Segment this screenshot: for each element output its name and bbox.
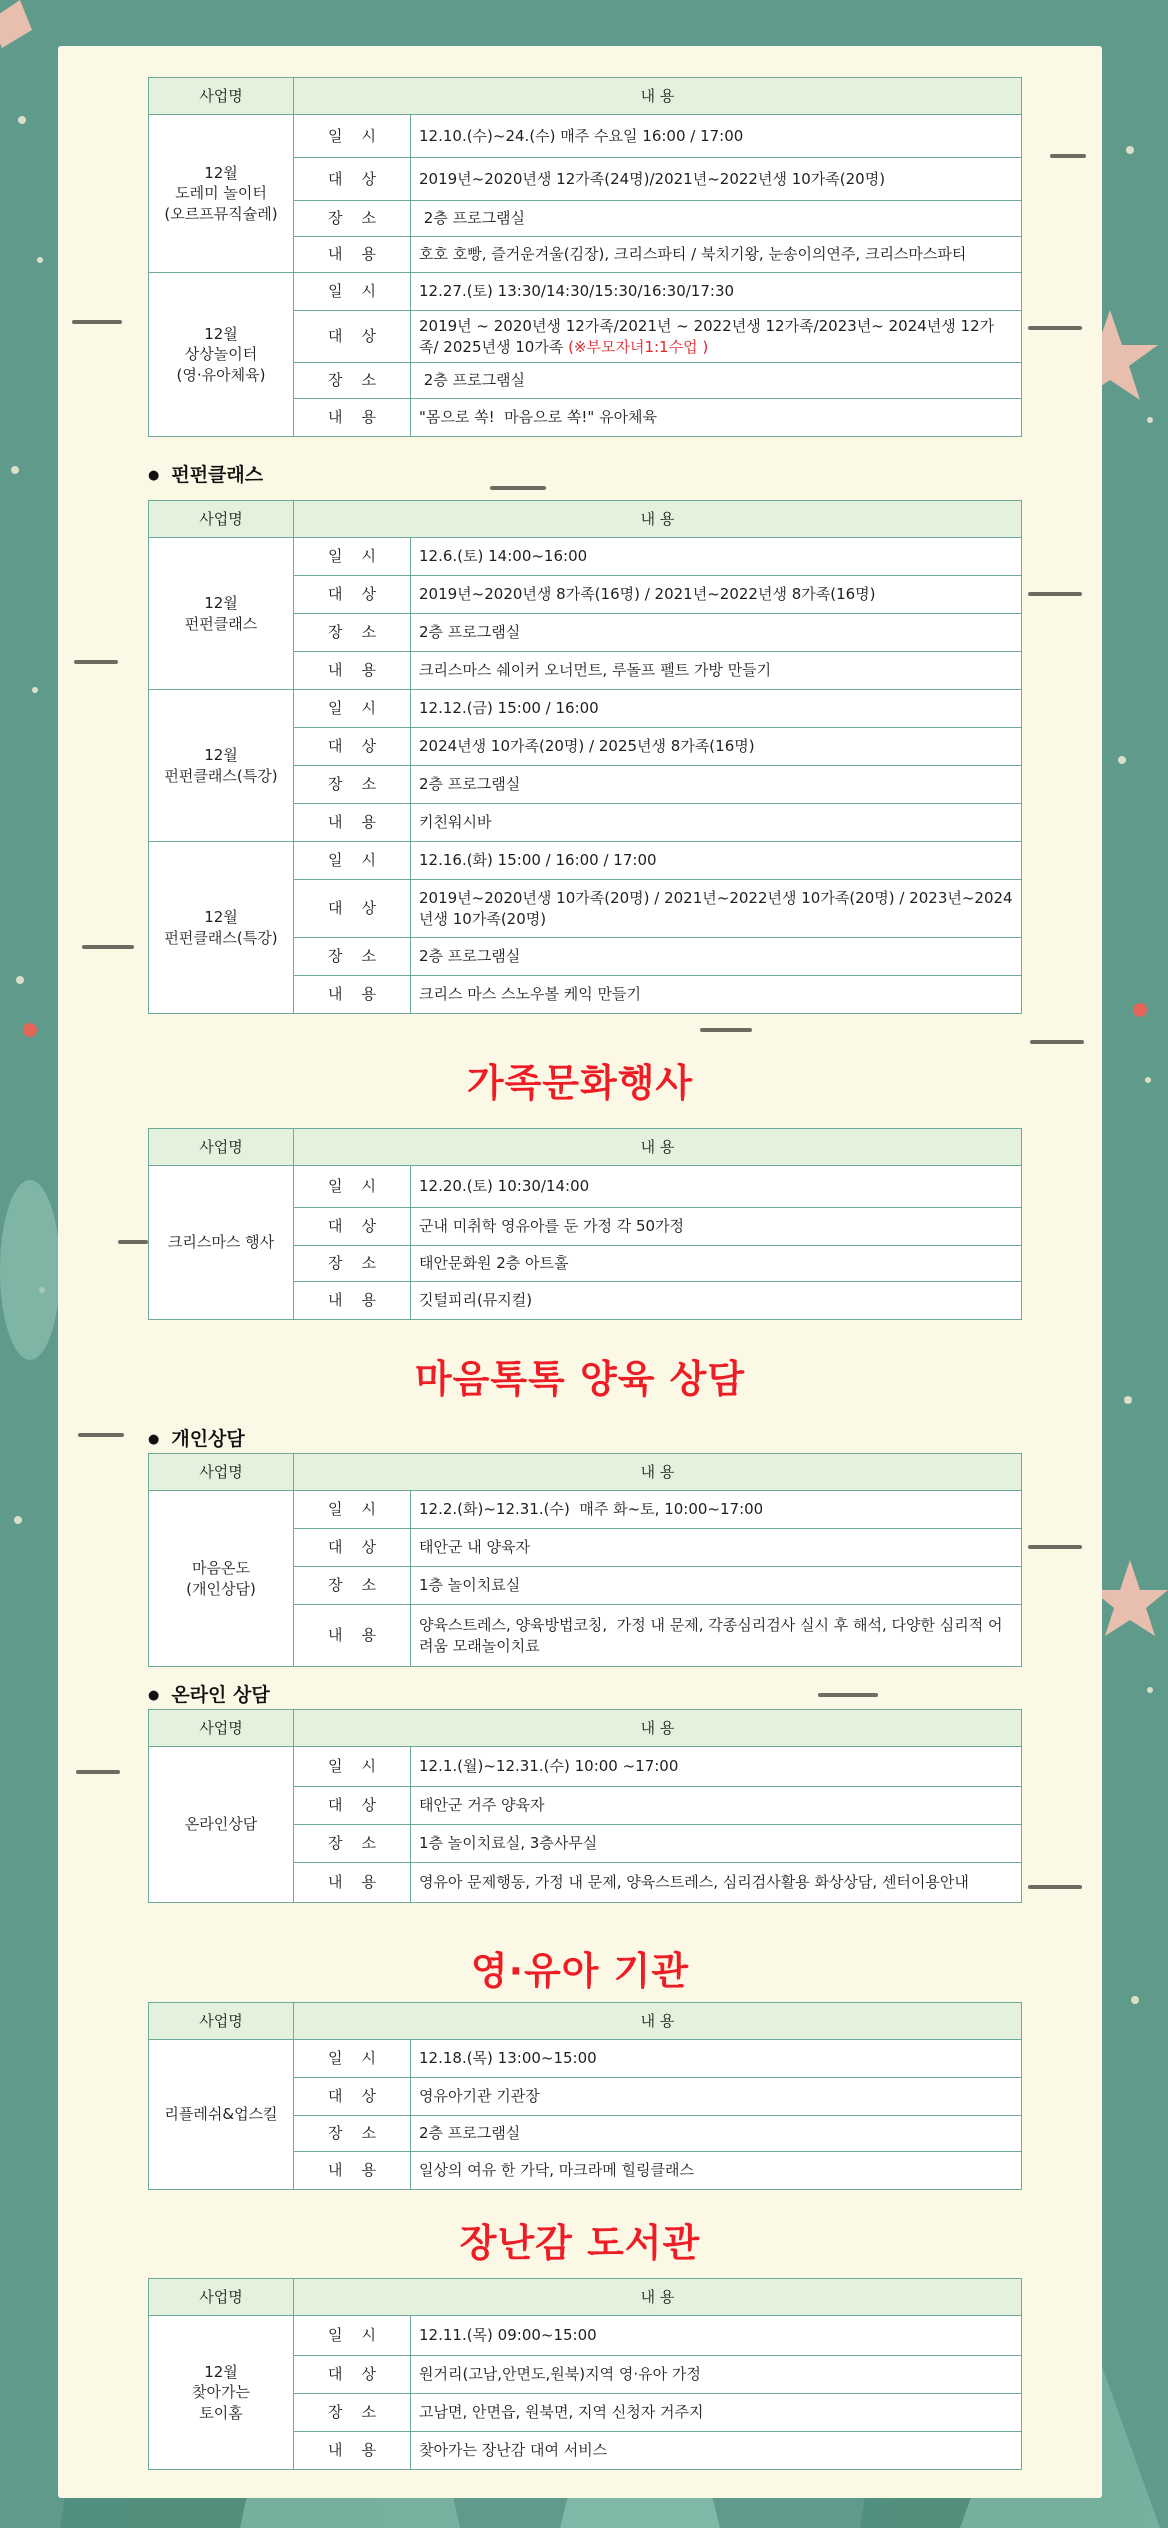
field-value-text: "몸으로 쏙! 마음으로 쏙!" 유아체육 [419, 408, 658, 427]
program-name-cell: 크리스마스 행사 [149, 1166, 294, 1320]
field-value-text: 찾아가는 장난감 대여 서비스 [419, 2441, 608, 2460]
field-label-cell: 일 시 [294, 1491, 411, 1529]
field-value-text: 12.18.(목) 13:00~15:00 [419, 2049, 597, 2068]
field-label-cell: 일 시 [294, 842, 411, 880]
field-value-text: 2층 프로그램실 [419, 775, 521, 794]
field-label-cell: 장 소 [294, 1825, 411, 1863]
header-program: 사업명 [149, 2279, 294, 2316]
field-label-cell: 내 용 [294, 237, 411, 273]
field-value-cell [411, 158, 1022, 201]
program-name-cell: 마음온도 (개인상담) [149, 1491, 294, 1667]
field-value-cell [411, 1246, 1022, 1282]
field-value-text: 12.20.(토) 10:30/14:00 [419, 1177, 590, 1196]
header-content: 내 용 [294, 2003, 1022, 2040]
field-value-text: 키친워시바 [419, 813, 492, 832]
field-value-cell [411, 1863, 1022, 1903]
table-row [149, 1491, 1022, 1529]
header-program: 사업명 [149, 1129, 294, 1166]
field-label-cell: 대 상 [294, 880, 411, 938]
header-program: 사업명 [149, 78, 294, 115]
field-value-cell [411, 652, 1022, 690]
dash-mark [700, 1028, 752, 1032]
field-label-cell: 일 시 [294, 1166, 411, 1208]
field-value-cell [411, 2116, 1022, 2152]
program-name-cell: 12월 상상놀이터 (영·유아체육) [149, 273, 294, 437]
schedule-table [148, 77, 1022, 437]
field-value-cell [411, 2316, 1022, 2356]
field-value-text: 고남면, 안면읍, 원북면, 지역 신청자 거주지 [419, 2403, 704, 2422]
field-value-text: 12.2.(화)~12.31.(수) 매주 화~토, 10:00~17:00 [419, 1500, 764, 1519]
program-name-cell: 12월 펀펀클래스 [149, 538, 294, 690]
field-value-cell [411, 311, 1022, 363]
field-value-cell [411, 804, 1022, 842]
table-row [149, 1166, 1022, 1208]
bullet-online-counsel: ● 온라인 상담 [148, 1680, 270, 1707]
field-label-cell: 내 용 [294, 652, 411, 690]
field-label-cell: 장 소 [294, 201, 411, 237]
field-value-cell [411, 728, 1022, 766]
dash-mark [72, 320, 122, 324]
table-row [149, 273, 1022, 311]
section-title-institution: 영·유아 기관 [470, 1949, 690, 1993]
field-label-cell: 대 상 [294, 158, 411, 201]
field-label-cell: 내 용 [294, 1605, 411, 1667]
field-value-cell [411, 115, 1022, 158]
field-label-cell: 장 소 [294, 1246, 411, 1282]
field-label-cell: 대 상 [294, 1787, 411, 1825]
dash-mark [490, 486, 546, 490]
field-value-text: 원거리(고남,안면도,원북)지역 영·유아 가정 [419, 2365, 701, 2384]
program-name-cell: 12월 펀펀클래스(특강) [149, 690, 294, 842]
field-value-cell [411, 614, 1022, 652]
field-value-text: 크리스 마스 스노우볼 케익 만들기 [419, 985, 641, 1004]
field-value-cell [411, 237, 1022, 273]
field-value-text: 태안군 거주 양육자 [419, 1796, 545, 1815]
table-row [149, 842, 1022, 880]
field-value-text: 2019년~2020년생 8가족(16명) / 2021년~2022년생 8가족(16명) [419, 585, 876, 604]
dash-mark [78, 1433, 124, 1437]
field-label-cell: 대 상 [294, 728, 411, 766]
field-value-cell [411, 880, 1022, 938]
field-value-text: 2024년생 10가족(20명) / 2025년생 8가족(16명) [419, 737, 755, 756]
field-label-cell: 대 상 [294, 1208, 411, 1246]
program-name-cell: 12월 찾아가는 토이홈 [149, 2316, 294, 2470]
field-value-cell [411, 1605, 1022, 1667]
table-row [149, 2040, 1022, 2078]
field-value-cell [411, 576, 1022, 614]
program-name-cell: 12월 도레미 놀이터 (오르프뮤직슐레) [149, 115, 294, 273]
field-value-text: 2층 프로그램실 [419, 947, 521, 966]
field-value-cell [411, 399, 1022, 437]
field-value-text: 양육스트레스, 양육방법코칭, 가정 내 문제, 각종심리검사 실시 후 해석, 다양한 심리적 어려움 모래놀이치료 [419, 1616, 1003, 1655]
field-value-text: 12.1.(월)~12.31.(수) 10:00 ~17:00 [419, 1757, 679, 1776]
field-value-text: 2층 프로그램실 [419, 371, 526, 390]
schedule-table [148, 1453, 1022, 1667]
field-value-cell [411, 1747, 1022, 1787]
schedule-table [148, 1128, 1022, 1320]
field-value-cell [411, 1166, 1022, 1208]
field-value-cell [411, 1208, 1022, 1246]
schedule-table [148, 500, 1022, 1014]
bullet-funfun-class: ● 펀펀클래스 [148, 460, 263, 487]
field-value-text: 2019년~2020년생 10가족(20명) / 2021년~2022년생 10가족(20명) / 2023년~2024년생 10가족(20명) [419, 889, 1013, 928]
field-value-cell [411, 842, 1022, 880]
field-value-cell [411, 363, 1022, 399]
header-program: 사업명 [149, 1454, 294, 1491]
section-title-parenting-counsel: 마음톡톡 양육 상담 [414, 1357, 746, 1401]
dash-mark [118, 1240, 148, 1244]
field-value-text: 12.6.(토) 14:00~16:00 [419, 547, 588, 566]
field-label-cell: 내 용 [294, 976, 411, 1014]
field-label-cell: 일 시 [294, 273, 411, 311]
program-name-cell: 12월 펀펀클래스(특강) [149, 842, 294, 1014]
field-value-cell [411, 766, 1022, 804]
field-label-cell: 일 시 [294, 2040, 411, 2078]
field-label-cell: 대 상 [294, 576, 411, 614]
field-label-cell: 장 소 [294, 2394, 411, 2432]
field-value-cell [411, 938, 1022, 976]
header-content: 내 용 [294, 501, 1022, 538]
field-value-cell [411, 201, 1022, 237]
header-content: 내 용 [294, 2279, 1022, 2316]
program-name-cell: 온라인상담 [149, 1747, 294, 1903]
field-value-text: 2019년 ~ 2020년생 12가족/2021년 ~ 2022년생 12가족/2023년~ 2024년생 12가족/ 2025년생 10가족 [419, 317, 995, 356]
table-personal-counsel [148, 1453, 1022, 1667]
field-value-cell [411, 1491, 1022, 1529]
section-title-toy-library: 장난감 도서관 [459, 2221, 701, 2265]
field-label-cell: 내 용 [294, 399, 411, 437]
field-value-text: 깃털피리(뮤지컬) [419, 1291, 533, 1310]
header-program: 사업명 [149, 501, 294, 538]
field-label-cell: 내 용 [294, 804, 411, 842]
field-value-text: 영유아기관 기관장 [419, 2087, 540, 2106]
field-label-cell: 일 시 [294, 115, 411, 158]
field-value-text: 12.10.(수)~24.(수) 매주 수요일 16:00 / 17:00 [419, 126, 744, 145]
field-value-text: 2층 프로그램실 [419, 623, 521, 642]
field-label-cell: 대 상 [294, 311, 411, 363]
table-row [149, 115, 1022, 158]
table-row [149, 2316, 1022, 2356]
field-label-cell: 대 상 [294, 2078, 411, 2116]
header-content: 내 용 [294, 1454, 1022, 1491]
header-program: 사업명 [149, 1710, 294, 1747]
field-label-cell: 대 상 [294, 2356, 411, 2394]
field-value-cell [411, 2394, 1022, 2432]
field-value-text: 2층 프로그램실 [419, 2124, 521, 2143]
field-value-cell [411, 1825, 1022, 1863]
field-value-text: 12.11.(목) 09:00~15:00 [419, 2326, 597, 2345]
leaf-left [0, 1180, 60, 1360]
dash-mark [818, 1693, 878, 1697]
field-value-cell [411, 2356, 1022, 2394]
field-label-cell: 내 용 [294, 1282, 411, 1320]
schedule-table [148, 2002, 1022, 2190]
field-value-cell [411, 1282, 1022, 1320]
program-name-cell: 리플레쉬&업스킬 [149, 2040, 294, 2190]
field-value-text: 12.27.(토) 13:30/14:30/15:30/16:30/17:30 [419, 282, 735, 301]
table-refresh-upskill [148, 2002, 1022, 2190]
dash-mark [1028, 1545, 1082, 1549]
table-row [149, 690, 1022, 728]
table-music-play [148, 77, 1022, 437]
field-value-cell [411, 1529, 1022, 1567]
field-value-text: 12.16.(화) 15:00 / 16:00 / 17:00 [419, 851, 657, 870]
dash-mark [74, 660, 118, 664]
schedule-table [148, 1709, 1022, 1903]
table-online-counsel [148, 1709, 1022, 1903]
field-label-cell: 내 용 [294, 1863, 411, 1903]
dash-mark [76, 1770, 120, 1774]
field-label-cell: 장 소 [294, 938, 411, 976]
field-value-text: 태안군 내 양육자 [419, 1538, 530, 1557]
field-value-cell [411, 2432, 1022, 2470]
field-label-cell: 일 시 [294, 538, 411, 576]
header-content: 내 용 [294, 1710, 1022, 1747]
field-label-cell: 내 용 [294, 2432, 411, 2470]
field-value-cell [411, 273, 1022, 311]
field-value-cell [411, 1787, 1022, 1825]
field-value-text: 태안문화원 2층 아트홀 [419, 1254, 569, 1273]
dash-mark [1028, 326, 1082, 330]
field-value-text: 호호 호빵, 즐거운겨울(김장), 크리스파티 / 북치기왕, 눈송이의연주, 크리스마스파티 [419, 245, 967, 264]
field-value-cell [411, 690, 1022, 728]
table-christmas-event [148, 1128, 1022, 1320]
table-row [149, 1747, 1022, 1787]
dash-mark [1050, 154, 1086, 158]
field-value-cell [411, 2040, 1022, 2078]
field-label-cell: 대 상 [294, 1529, 411, 1567]
field-label-cell: 장 소 [294, 2116, 411, 2152]
field-note-text: (※부모자녀1:1수업 ) [568, 337, 709, 356]
field-label-cell: 일 시 [294, 2316, 411, 2356]
field-value-text: 2층 프로그램실 [419, 209, 526, 228]
table-toy-home [148, 2278, 1022, 2470]
header-program: 사업명 [149, 2003, 294, 2040]
field-label-cell: 일 시 [294, 690, 411, 728]
dash-mark [1028, 592, 1082, 596]
field-value-cell [411, 2152, 1022, 2190]
header-content: 내 용 [294, 1129, 1022, 1166]
dash-mark [1030, 1040, 1084, 1044]
dash-mark [82, 945, 134, 949]
table-row [149, 538, 1022, 576]
field-value-cell [411, 538, 1022, 576]
field-label-cell: 장 소 [294, 614, 411, 652]
field-label-cell: 장 소 [294, 363, 411, 399]
header-content: 내 용 [294, 78, 1022, 115]
schedule-table [148, 2278, 1022, 2470]
table-funfun-class [148, 500, 1022, 1014]
field-value-text: 크리스마스 쉐이커 오너먼트, 루돌프 펠트 가방 만들기 [419, 661, 772, 680]
field-value-text: 일상의 여유 한 가닥, 마크라메 힐링클래스 [419, 2161, 694, 2180]
field-value-text: 1층 놀이치료실, 3층사무실 [419, 1834, 598, 1853]
field-value-cell [411, 1567, 1022, 1605]
bullet-personal-counsel: ● 개인상담 [148, 1424, 245, 1451]
field-value-cell [411, 976, 1022, 1014]
field-label-cell: 장 소 [294, 1567, 411, 1605]
field-label-cell: 장 소 [294, 766, 411, 804]
field-value-cell [411, 2078, 1022, 2116]
field-value-text: 군내 미취학 영유아를 둔 가정 각 50가정 [419, 1217, 685, 1236]
field-value-text: 1층 놀이치료실 [419, 1576, 521, 1595]
dash-mark [1028, 1885, 1082, 1889]
field-value-text: 2019년~2020년생 12가족(24명)/2021년~2022년생 10가족(20명) [419, 169, 886, 188]
field-value-text: 영유아 문제행동, 가정 내 문제, 양육스트레스, 심리검사활용 화상상담, 센터이용안내 [419, 1873, 969, 1892]
section-title-family-event: 가족문화행사 [466, 1061, 694, 1105]
field-label-cell: 내 용 [294, 2152, 411, 2190]
field-label-cell: 일 시 [294, 1747, 411, 1787]
field-value-text: 12.12.(금) 15:00 / 16:00 [419, 699, 599, 718]
